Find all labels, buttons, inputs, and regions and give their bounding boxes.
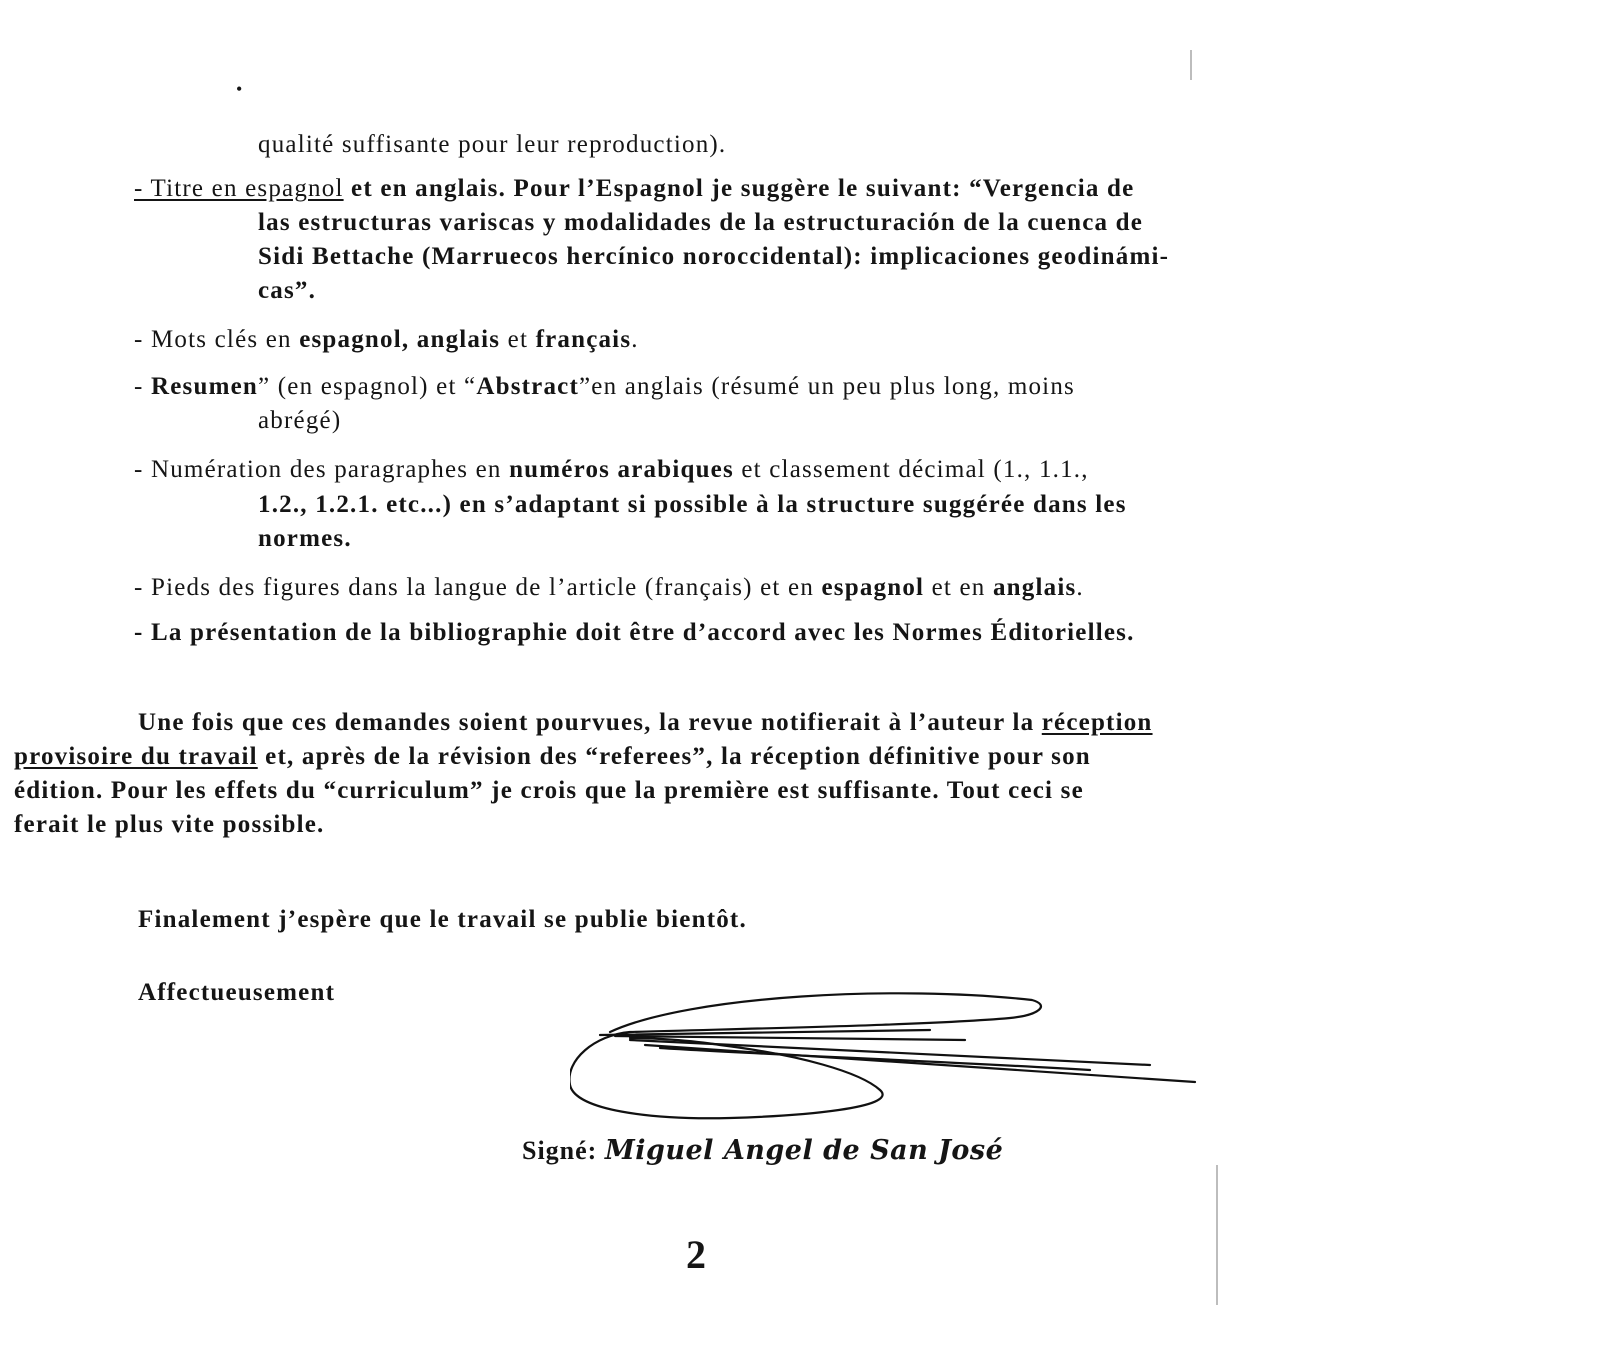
text-run: . bbox=[1076, 574, 1084, 601]
underlined-text: - Titre en espagnol bbox=[134, 175, 344, 202]
text-run: - Mots clés en bbox=[134, 326, 300, 353]
text-run: Finalement j’espère que le travail se publie bientôt. bbox=[138, 906, 747, 933]
text-line bbox=[258, 524, 352, 554]
text-run: ” (en espagnol) et “ bbox=[258, 373, 477, 400]
list-item-mots-cles bbox=[134, 325, 639, 355]
bold-text: français bbox=[535, 326, 632, 353]
text-line bbox=[258, 490, 1127, 520]
text-run: Sidi Bettache (Marruecos hercínico noroccidental): implicaciones geodinámi- bbox=[258, 243, 1170, 270]
text-run: et en bbox=[924, 574, 993, 601]
text-run: ferait le plus vite possible. bbox=[14, 811, 325, 838]
text-run: - Numération des paragraphes en bbox=[134, 456, 510, 483]
list-item-titre bbox=[134, 174, 1134, 204]
signature-line bbox=[522, 1135, 1003, 1166]
bold-text: espagnol bbox=[821, 574, 925, 601]
page-number: 2 bbox=[686, 1232, 706, 1277]
list-item-bibliographie bbox=[134, 618, 1135, 648]
text-line bbox=[258, 242, 1169, 272]
closing-salutation bbox=[138, 978, 335, 1008]
text-run: Une fois que ces demandes soient pourvues, la revue notifierait à l’auteur la bbox=[138, 709, 1042, 736]
text-run: et classement décimal (1., 1.1., bbox=[733, 456, 1089, 483]
text-line: qualité suffisante pour leur reproduction). bbox=[258, 131, 727, 158]
handwritten-signature bbox=[570, 990, 1230, 1135]
text-run: 1.2., 1.2.1. etc...) en s’adaptant si possible à la structure suggérée dans les bbox=[258, 491, 1127, 518]
text-run: las estructuras variscas y modalidades de la estructuración de la cuenca de bbox=[258, 209, 1144, 236]
text-run: et, après de la révision des “referees”, la réception définitive pour son bbox=[257, 743, 1091, 770]
text-run: ”en anglais (résumé un peu plus long, moins bbox=[579, 373, 1075, 400]
underlined-text: réception bbox=[1041, 709, 1153, 736]
closing-line bbox=[138, 905, 747, 935]
bold-text: Resumen bbox=[150, 373, 258, 400]
text-run: cas”. bbox=[258, 277, 317, 304]
text-line bbox=[14, 742, 1091, 772]
text-run: - La présentation de la bibliographie doit être d’accord avec les Normes Éditorielles. bbox=[134, 619, 1135, 646]
text-run: Affectueusement bbox=[138, 979, 336, 1006]
text-line bbox=[258, 208, 1143, 238]
bold-text: anglais bbox=[992, 574, 1077, 601]
bold-text: espagnol, anglais bbox=[299, 326, 501, 353]
scan-edge-mark bbox=[1216, 1165, 1218, 1305]
bold-text: numéros arabiques bbox=[509, 456, 734, 483]
stray-mark: • bbox=[236, 79, 243, 99]
signer-name: Miguel Angel de San José bbox=[604, 1135, 1004, 1166]
list-item-pieds bbox=[134, 573, 1084, 603]
text-line bbox=[14, 776, 1084, 806]
text-run: et bbox=[500, 326, 536, 353]
text-run: et en anglais. Pour l’Espagnol je suggère le suivant: “Vergencia de bbox=[343, 175, 1135, 202]
signed-label: Signé: bbox=[522, 1136, 605, 1165]
text-run: . bbox=[631, 326, 639, 353]
bold-text: Abstract bbox=[476, 373, 579, 400]
text-run: - Pieds des figures dans la langue de l’article (français) et en bbox=[134, 574, 822, 601]
text-line bbox=[14, 810, 324, 840]
text-line bbox=[138, 708, 1153, 738]
text-line bbox=[258, 276, 316, 306]
text-run: normes. bbox=[258, 525, 352, 552]
list-item-numeration bbox=[134, 455, 1089, 485]
scan-edge-mark bbox=[1190, 50, 1192, 80]
text-run: - bbox=[134, 373, 151, 400]
text-line: abrégé) bbox=[258, 407, 342, 434]
underlined-text: provisoire du travail bbox=[14, 743, 258, 770]
list-item-resumen bbox=[134, 372, 1075, 402]
text-run: édition. Pour les effets du “curriculum” je crois que la première est suffisante. Tout ceci se bbox=[14, 777, 1084, 804]
